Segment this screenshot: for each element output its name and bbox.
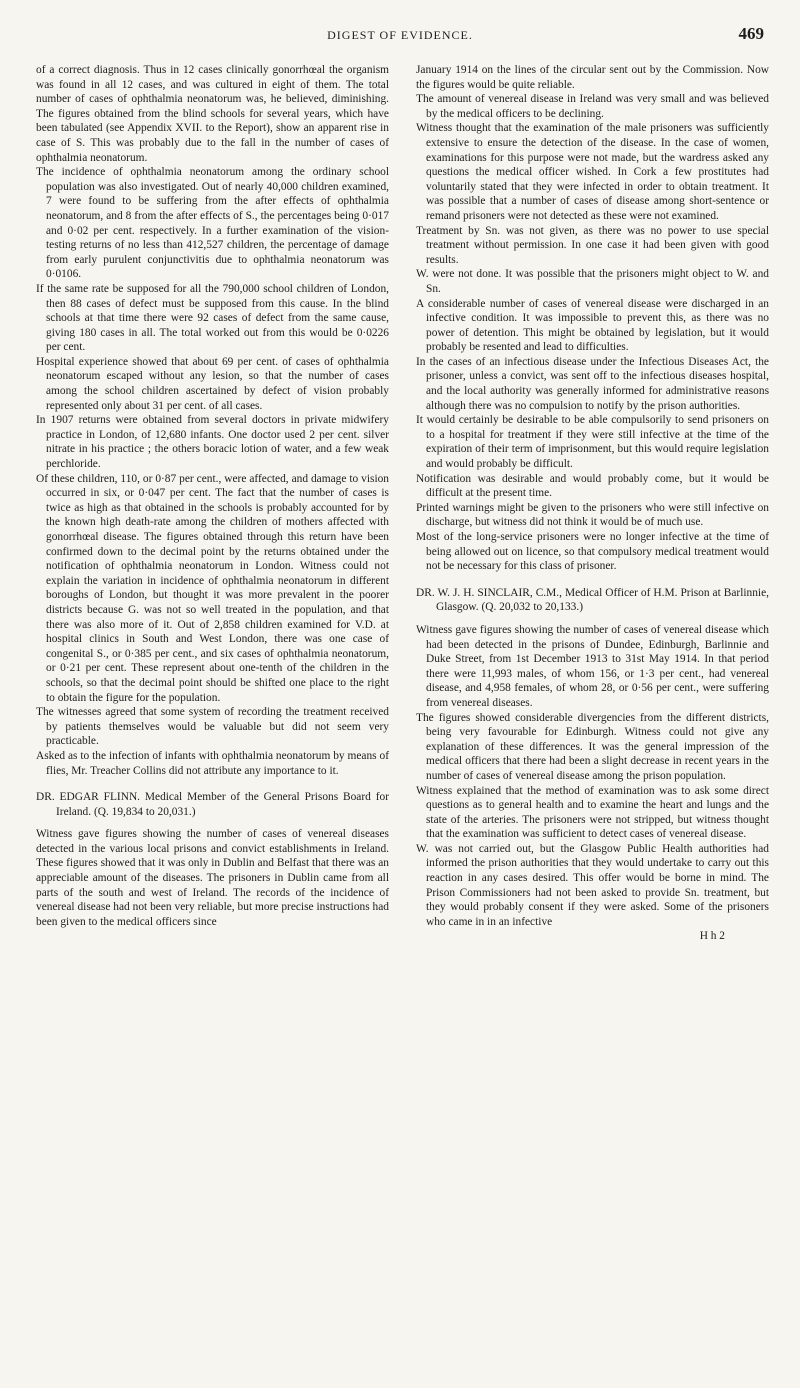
paragraph: January 1914 on the lines of the circular sent out by the Commission. Now the figures would be quite reliable. bbox=[416, 64, 769, 91]
right-column bbox=[416, 63, 769, 944]
paragraph: Of these children, 110, or 0·87 per cent., were affected, and damage to vision occurred in six, or 0·047 per cent. The fact that the number of cases is twice as high as that obtained in the schools is probably accounted for by the known high death-rate among the children of mothers affected with gonorrhœal disease. The figures obtained through this return have been confirmed down to the decimal point by the returns obtained under the notification of ophthalmia neonatorum in London. Witness could not explain the variation in incidence of ophthalmia neonatorum in different boroughs of London, but thought it was more prevalent in the poorer districts because G. was not so well treated in the population, and that there was also more of it. Out of 2,858 children examined for V.D. at hospital clinics in South and West London, there was one case of congenital S., or 0·385 per cent., and six cases of ophthalmia neonatorum, or 0·21 per cent. These represent about one-tenth of the children in the schools, so that the decimal point should be shifted one place to the right to obtain the figure for the population. bbox=[36, 472, 389, 704]
page-header bbox=[0, 24, 800, 52]
paragraph: Most of the long-service prisoners were no longer infective at the time of being allowed out on licence, so that compulsory medical treatment would not be necessary for this class of prisoner. bbox=[416, 531, 769, 573]
paragraph: The amount of venereal disease in Ireland was very small and was believed by the medical officers to be declining. bbox=[416, 93, 769, 120]
signature-mark: H h 2 bbox=[699, 930, 725, 943]
paragraph: In the cases of an infectious disease under the Infectious Diseases Act, the prisoner, unless a convict, was sent off to the infectious diseases hospital, and the local authority was generally informed for administrative reasons although there was no compulsion to notify by the prison authorities. bbox=[416, 355, 769, 412]
paragraph: Hospital experience showed that about 69 per cent. of cases of ophthalmia neonatorum escaped without any lesion, so that the number of cases among the school children ascertained by defect of vision probably represented only about 31 per cent. of all cases. bbox=[36, 355, 389, 412]
paragraph: of a correct diagnosis. Thus in 12 cases clinically gonorrhœal the organism was found in all 12 cases, and was cultured in eight of them. The total number of cases of ophthalmia neonatorum was, he believed, diminishing. The figures obtained from the blind schools for several years, which have been tabulated (see Appendix XVII. to the Report), show an apparent rise in case of S. This was probably due to the fall in the number of cases of ophthalmia neonatorum. bbox=[36, 64, 389, 164]
paragraph: Witness gave figures showing the number of cases of venereal disease which had been detected in the prisons of Dundee, Edinburgh, Barlinnie and Duke Street, from 1st December 1913 to 31st May 1914. In that period there were 11,993 males, of whom 156, or 1·3 per cent., had venereal disease, and 4,958 females, of whom 28, or 0·56 per cent., were suffering from venereal diseases. bbox=[416, 623, 769, 709]
paragraph: If the same rate be supposed for all the 790,000 school children of London, then 88 cases of defect must be supposed from this cause. In the blind schools at that time there were 92 cases of defect from the same cause, giving 180 cases in all. The total worked out from this would be 0·0226 per cent. bbox=[36, 282, 389, 354]
paragraph: The figures showed considerable divergencies from the different districts, being very favourable for Edinburgh. Witness could not give any explanation of these differences. It was the general impression of the medical officers that there had been a slight decrease in recent years in the number of cases of venereal disease among the prison population. bbox=[416, 711, 769, 782]
paragraph: Witness explained that the method of examination was to ask some direct questions as to general health and to examine the heart and lungs and the state of the arteries. The prisoners were not stripped, but witness thought that the examination was sufficient to detect cases of venereal disease. bbox=[416, 784, 769, 841]
paragraph: In 1907 returns were obtained from several doctors in private midwifery practice in London, of 12,680 infants. One doctor used 2 per cent. silver nitrate in his practice ; the others boracic lotion of water, and a few weak perchloride. bbox=[36, 414, 389, 471]
page-number: 469 bbox=[738, 24, 764, 43]
left-column bbox=[36, 63, 389, 929]
paragraph: A considerable number of cases of venereal disease were discharged in an infective condition. It was impossible to prevent this, as there was no power of detention. This might be obtained by legislation, but it would probably be resented and lead to difficulties. bbox=[416, 297, 769, 354]
paragraph: W. were not done. It was possible that the prisoners might object to W. and Sn. bbox=[416, 268, 769, 295]
paragraph: Asked as to the infection of infants with ophthalmia neonatorum by means of flies, Mr. Treacher Collins did not attribute any importance to it. bbox=[36, 749, 389, 777]
witness-heading: DR. W. J. H. SINCLAIR, C.M., Medical Officer of H.M. Prison at Barlinnie, Glasgow. (Q. 20,032 to 20,133.) bbox=[416, 586, 769, 614]
paragraph: The incidence of ophthalmia neonatorum among the ordinary school population was also investigated. Out of nearly 40,000 children examined, 7 were found to be suffering from the after effects of ophthalmia neonatorum, and 8 from the after effects of S., the percentages being 0·017 and 0·02 per cent. respectively. In a further examination of the vision-testing returns of no less than 412,527 children, the percentage of damage from early purulent conjunctivitis due to ophthalmia neonatorum was 0·0106. bbox=[36, 166, 389, 281]
paragraph: Witness gave figures showing the number of cases of venereal diseases detected in the various local prisons and convict establishments in Ireland. These figures showed that it was only in Dublin and Belfast that there was an appreciable amount of the diseases. The prisoners in Dublin came from all parts of the south and west of Ireland. The records of the incidence of venereal disease had not been very reliable, but more precise instructions had been given to the medical officers since bbox=[36, 828, 389, 928]
paragraph: The witnesses agreed that some system of recording the treatment received by patients themselves would be valuable but did not seem very practicable. bbox=[36, 706, 389, 748]
paragraph: It would certainly be desirable to be able compulsorily to send prisoners on to a hospital for treatment if they were still infective at the time of the expiration of their term of imprisonment, but this would require legislation and would probably be difficult. bbox=[416, 414, 769, 471]
paragraph: W. was not carried out, but the Glasgow Public Health authorities had informed the prison authorities that they would undertake to carry out this reaction in any cases desired. This offer would be borne in mind. The Prison Commissioners had not been asked to provide Sn. treatment, but they would probably consent if they were asked. Some of the prisoners who came in in an infective bbox=[416, 842, 769, 928]
witness-heading: DR. EDGAR FLINN. Medical Member of the General Prisons Board for Ireland. (Q. 19,834 to 20,031.) bbox=[36, 791, 389, 818]
paragraph: Printed warnings might be given to the prisoners who were still infective on discharge, but witness did not think it would be of much use. bbox=[416, 501, 769, 529]
paragraph: Notification was desirable and would probably come, but it would be difficult at the present time. bbox=[416, 472, 769, 500]
paragraph: Witness thought that the examination of the male prisoners was sufficiently extensive to ensure the detection of the disease. In the case of women, examinations for this purpose were not made, but the wardress asked any questions the medical officer wished. In Cork a few prostitutes had voluntarily stated that they were infected in order to obtain treatment. It was possible that a number of cases of disease among short-sentence or remand prisoners were not detected as these were not examined. bbox=[416, 122, 769, 222]
running-head: DIGEST OF EVIDENCE. bbox=[327, 28, 473, 42]
paragraph: Treatment by Sn. was not given, as there was no power to use special treatment without permission. In one case it had been given with good results. bbox=[416, 224, 769, 266]
